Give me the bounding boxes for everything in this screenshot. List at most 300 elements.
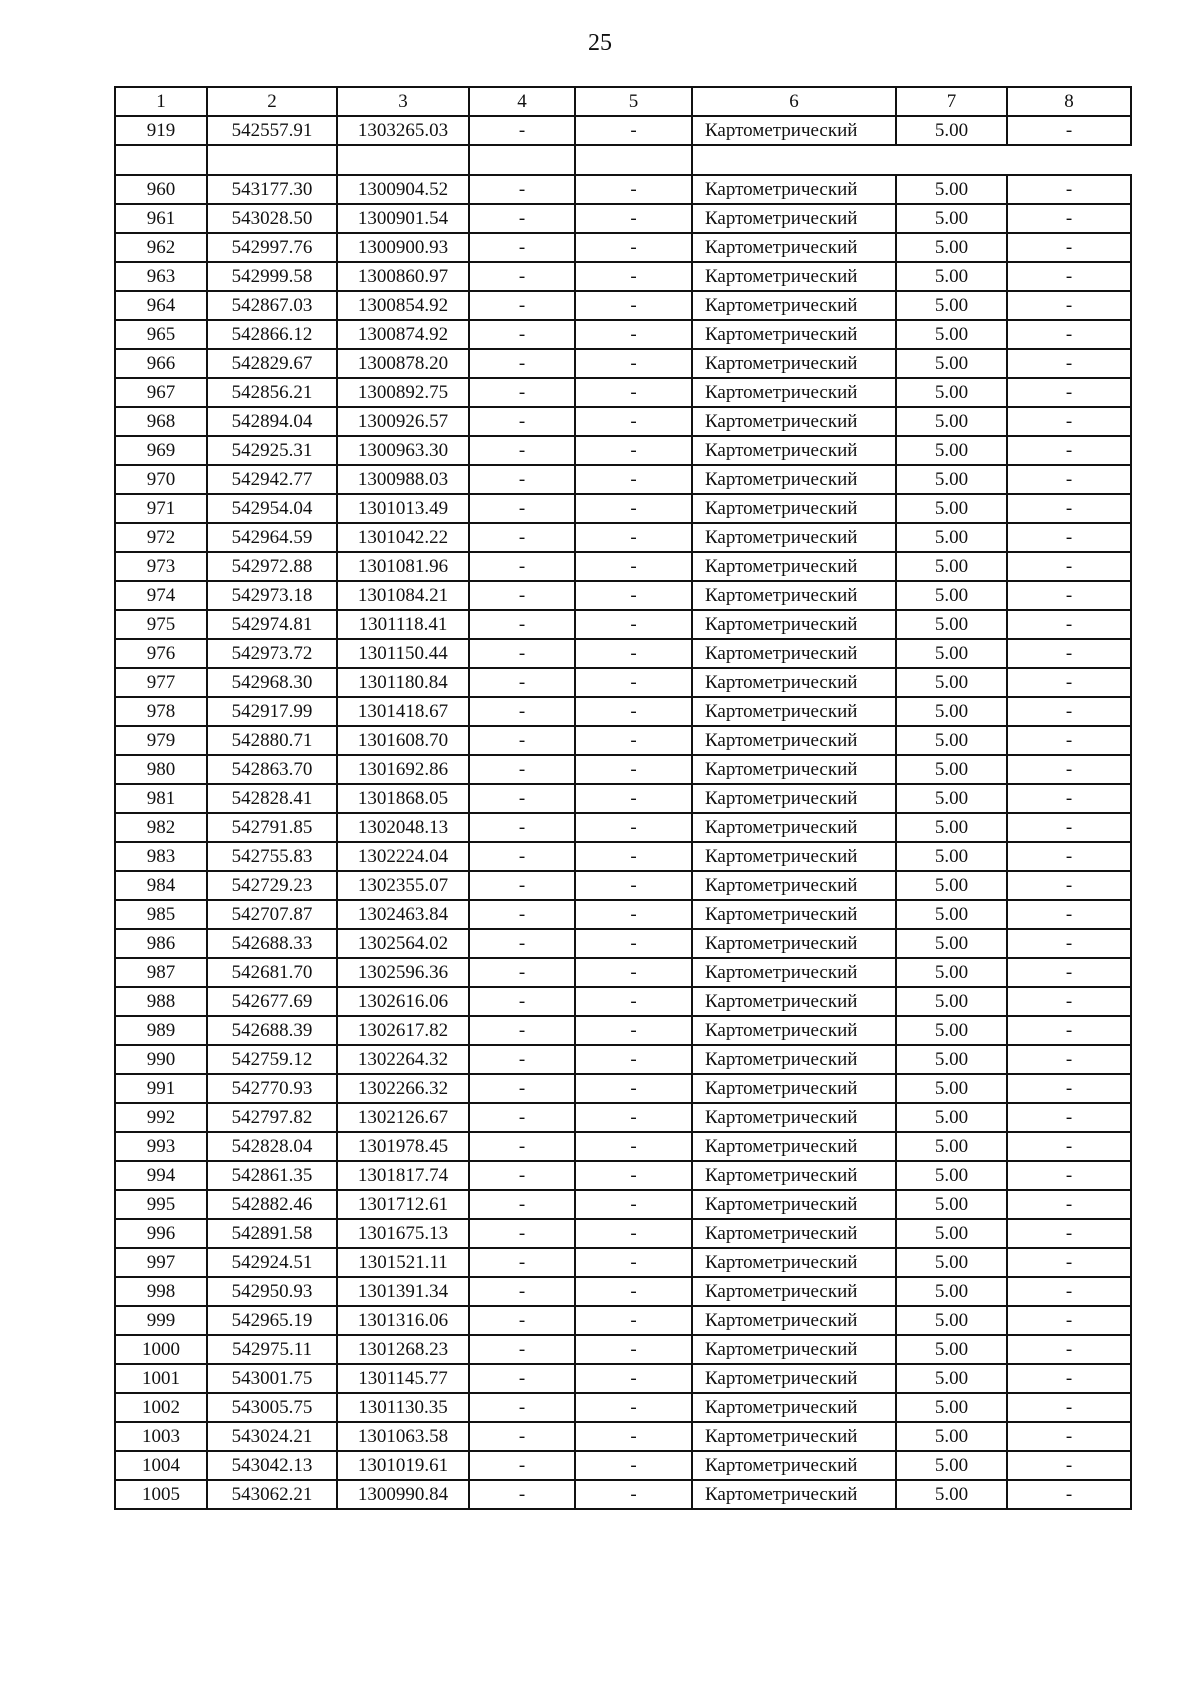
x-coordinate-cell: 542866.12	[207, 320, 337, 349]
col-8-cell: -	[1007, 1132, 1131, 1161]
col-5-cell: -	[575, 697, 692, 726]
col-8-cell: -	[1007, 639, 1131, 668]
y-coordinate-cell: 1302048.13	[337, 813, 469, 842]
col-8-cell: -	[1007, 523, 1131, 552]
method-cell: Картометрический	[692, 349, 896, 378]
col-8-cell: -	[1007, 784, 1131, 813]
x-coordinate-cell: 542975.11	[207, 1335, 337, 1364]
point-number-cell: 969	[115, 436, 207, 465]
x-coordinate-cell: 542828.41	[207, 784, 337, 813]
y-coordinate-cell: 1301692.86	[337, 755, 469, 784]
col-5-cell: -	[575, 1393, 692, 1422]
y-coordinate-cell: 1302617.82	[337, 1016, 469, 1045]
col-5-cell: -	[575, 1219, 692, 1248]
x-coordinate-cell: 542797.82	[207, 1103, 337, 1132]
y-coordinate-cell: 1302355.07	[337, 871, 469, 900]
col-4-cell: -	[469, 204, 575, 233]
accuracy-cell: 5.00	[896, 755, 1007, 784]
accuracy-cell: 5.00	[896, 697, 1007, 726]
col-4-cell: -	[469, 523, 575, 552]
method-cell: Картометрический	[692, 1248, 896, 1277]
col-8-cell: -	[1007, 1190, 1131, 1219]
col-5-cell: -	[575, 1364, 692, 1393]
accuracy-cell: 5.00	[896, 116, 1007, 145]
point-number-cell: 963	[115, 262, 207, 291]
accuracy-cell: 5.00	[896, 668, 1007, 697]
point-number-cell: 1003	[115, 1422, 207, 1451]
method-cell: Картометрический	[692, 494, 896, 523]
table-row	[115, 668, 1131, 697]
col-8-cell: -	[1007, 1393, 1131, 1422]
col-5-cell: -	[575, 1451, 692, 1480]
col-5-cell: -	[575, 755, 692, 784]
col-4-cell: -	[469, 378, 575, 407]
col-5-cell: -	[575, 552, 692, 581]
table-row	[115, 494, 1131, 523]
y-coordinate-cell: 1300926.57	[337, 407, 469, 436]
point-number-cell: 985	[115, 900, 207, 929]
col-5-cell: -	[575, 233, 692, 262]
accuracy-cell: 5.00	[896, 1451, 1007, 1480]
col-8-cell: -	[1007, 1074, 1131, 1103]
empty-cell	[207, 145, 337, 175]
point-number-cell: 964	[115, 291, 207, 320]
y-coordinate-cell: 1301675.13	[337, 1219, 469, 1248]
method-cell: Картометрический	[692, 610, 896, 639]
col-5-cell: -	[575, 842, 692, 871]
col-4-cell: -	[469, 987, 575, 1016]
x-coordinate-cell: 542863.70	[207, 755, 337, 784]
point-number-cell: 989	[115, 1016, 207, 1045]
table-row	[115, 871, 1131, 900]
method-cell: Картометрический	[692, 668, 896, 697]
table-row	[115, 610, 1131, 639]
y-coordinate-cell: 1301391.34	[337, 1277, 469, 1306]
accuracy-cell: 5.00	[896, 1103, 1007, 1132]
method-cell: Картометрический	[692, 204, 896, 233]
accuracy-cell: 5.00	[896, 1016, 1007, 1045]
y-coordinate-cell: 1302264.32	[337, 1045, 469, 1074]
col-8-cell: -	[1007, 465, 1131, 494]
col-4-cell: -	[469, 116, 575, 145]
y-coordinate-cell: 1301150.44	[337, 639, 469, 668]
col-8-cell: -	[1007, 1161, 1131, 1190]
y-coordinate-cell: 1301712.61	[337, 1190, 469, 1219]
x-coordinate-cell: 542954.04	[207, 494, 337, 523]
x-coordinate-cell: 542867.03	[207, 291, 337, 320]
col-4-cell: -	[469, 610, 575, 639]
accuracy-cell: 5.00	[896, 929, 1007, 958]
point-number-cell: 995	[115, 1190, 207, 1219]
method-cell: Картометрический	[692, 581, 896, 610]
y-coordinate-cell: 1302564.02	[337, 929, 469, 958]
col-4-cell: -	[469, 1016, 575, 1045]
table-row	[115, 639, 1131, 668]
header-cell-2: 2	[207, 87, 337, 116]
accuracy-cell: 5.00	[896, 639, 1007, 668]
method-cell: Картометрический	[692, 465, 896, 494]
method-cell: Картометрический	[692, 755, 896, 784]
point-number-cell: 994	[115, 1161, 207, 1190]
x-coordinate-cell: 542759.12	[207, 1045, 337, 1074]
col-8-cell: -	[1007, 407, 1131, 436]
col-8-cell: -	[1007, 1045, 1131, 1074]
y-coordinate-cell: 1302266.32	[337, 1074, 469, 1103]
point-number-cell: 961	[115, 204, 207, 233]
point-number-cell: 960	[115, 175, 207, 204]
table-row	[115, 1074, 1131, 1103]
y-coordinate-cell: 1300860.97	[337, 262, 469, 291]
col-8-cell: -	[1007, 349, 1131, 378]
empty-cell	[575, 145, 692, 175]
point-number-cell: 919	[115, 116, 207, 145]
table-gap-row	[115, 145, 1131, 175]
y-coordinate-cell: 1300878.20	[337, 349, 469, 378]
point-number-cell: 998	[115, 1277, 207, 1306]
col-8-cell: -	[1007, 1277, 1131, 1306]
point-number-cell: 979	[115, 726, 207, 755]
y-coordinate-cell: 1301130.35	[337, 1393, 469, 1422]
col-5-cell: -	[575, 958, 692, 987]
col-4-cell: -	[469, 1045, 575, 1074]
col-4-cell: -	[469, 842, 575, 871]
point-number-cell: 977	[115, 668, 207, 697]
point-number-cell: 980	[115, 755, 207, 784]
col-8-cell: -	[1007, 1364, 1131, 1393]
x-coordinate-cell: 542829.67	[207, 349, 337, 378]
method-cell: Картометрический	[692, 175, 896, 204]
col-4-cell: -	[469, 407, 575, 436]
x-coordinate-cell: 542968.30	[207, 668, 337, 697]
accuracy-cell: 5.00	[896, 175, 1007, 204]
table-row	[115, 958, 1131, 987]
table-row	[115, 1335, 1131, 1364]
accuracy-cell: 5.00	[896, 552, 1007, 581]
table-row	[115, 291, 1131, 320]
method-cell: Картометрический	[692, 726, 896, 755]
method-cell: Картометрический	[692, 842, 896, 871]
col-8-cell: -	[1007, 900, 1131, 929]
y-coordinate-cell: 1301316.06	[337, 1306, 469, 1335]
col-5-cell: -	[575, 1480, 692, 1509]
x-coordinate-cell: 542965.19	[207, 1306, 337, 1335]
accuracy-cell: 5.00	[896, 871, 1007, 900]
col-5-cell: -	[575, 523, 692, 552]
header-cell-5: 5	[575, 87, 692, 116]
y-coordinate-cell: 1300874.92	[337, 320, 469, 349]
col-5-cell: -	[575, 378, 692, 407]
accuracy-cell: 5.00	[896, 262, 1007, 291]
method-cell: Картометрический	[692, 871, 896, 900]
col-5-cell: -	[575, 784, 692, 813]
col-5-cell: -	[575, 494, 692, 523]
method-cell: Картометрический	[692, 1480, 896, 1509]
col-5-cell: -	[575, 1306, 692, 1335]
header-cell-1: 1	[115, 87, 207, 116]
col-5-cell: -	[575, 1190, 692, 1219]
col-8-cell: -	[1007, 262, 1131, 291]
col-8-cell: -	[1007, 1306, 1131, 1335]
y-coordinate-cell: 1300988.03	[337, 465, 469, 494]
header-cell-7: 7	[896, 87, 1007, 116]
accuracy-cell: 5.00	[896, 349, 1007, 378]
col-4-cell: -	[469, 581, 575, 610]
col-4-cell: -	[469, 871, 575, 900]
x-coordinate-cell: 543062.21	[207, 1480, 337, 1509]
col-8-cell: -	[1007, 610, 1131, 639]
col-5-cell: -	[575, 436, 692, 465]
col-8-cell: -	[1007, 1451, 1131, 1480]
col-4-cell: -	[469, 1161, 575, 1190]
accuracy-cell: 5.00	[896, 494, 1007, 523]
col-5-cell: -	[575, 987, 692, 1016]
x-coordinate-cell: 542973.72	[207, 639, 337, 668]
col-4-cell: -	[469, 1335, 575, 1364]
col-8-cell: -	[1007, 842, 1131, 871]
col-5-cell: -	[575, 668, 692, 697]
table-row	[115, 552, 1131, 581]
y-coordinate-cell: 1300892.75	[337, 378, 469, 407]
y-coordinate-cell: 1300990.84	[337, 1480, 469, 1509]
col-4-cell: -	[469, 1393, 575, 1422]
y-coordinate-cell: 1301608.70	[337, 726, 469, 755]
empty-cell	[692, 145, 1131, 175]
x-coordinate-cell: 542950.93	[207, 1277, 337, 1306]
accuracy-cell: 5.00	[896, 407, 1007, 436]
point-number-cell: 996	[115, 1219, 207, 1248]
table-row	[115, 1103, 1131, 1132]
point-number-cell: 982	[115, 813, 207, 842]
y-coordinate-cell: 1301268.23	[337, 1335, 469, 1364]
point-number-cell: 968	[115, 407, 207, 436]
col-5-cell: -	[575, 291, 692, 320]
y-coordinate-cell: 1300963.30	[337, 436, 469, 465]
accuracy-cell: 5.00	[896, 1161, 1007, 1190]
header-cell-4: 4	[469, 87, 575, 116]
col-5-cell: -	[575, 581, 692, 610]
accuracy-cell: 5.00	[896, 726, 1007, 755]
point-number-cell: 1004	[115, 1451, 207, 1480]
col-4-cell: -	[469, 494, 575, 523]
method-cell: Картометрический	[692, 1161, 896, 1190]
accuracy-cell: 5.00	[896, 378, 1007, 407]
col-5-cell: -	[575, 1016, 692, 1045]
table-row	[115, 436, 1131, 465]
x-coordinate-cell: 542677.69	[207, 987, 337, 1016]
y-coordinate-cell: 1302126.67	[337, 1103, 469, 1132]
col-4-cell: -	[469, 900, 575, 929]
col-8-cell: -	[1007, 233, 1131, 262]
accuracy-cell: 5.00	[896, 1306, 1007, 1335]
point-number-cell: 973	[115, 552, 207, 581]
table-row	[115, 1161, 1131, 1190]
col-4-cell: -	[469, 175, 575, 204]
col-5-cell: -	[575, 204, 692, 233]
y-coordinate-cell: 1300901.54	[337, 204, 469, 233]
col-4-cell: -	[469, 639, 575, 668]
y-coordinate-cell: 1301145.77	[337, 1364, 469, 1393]
point-number-cell: 991	[115, 1074, 207, 1103]
accuracy-cell: 5.00	[896, 1480, 1007, 1509]
accuracy-cell: 5.00	[896, 581, 1007, 610]
table-row	[115, 929, 1131, 958]
table-row	[115, 1190, 1131, 1219]
col-4-cell: -	[469, 726, 575, 755]
y-coordinate-cell: 1301019.61	[337, 1451, 469, 1480]
x-coordinate-cell: 542880.71	[207, 726, 337, 755]
accuracy-cell: 5.00	[896, 1219, 1007, 1248]
method-cell: Картометрический	[692, 1016, 896, 1045]
method-cell: Картометрический	[692, 1190, 896, 1219]
point-number-cell: 999	[115, 1306, 207, 1335]
col-8-cell: -	[1007, 958, 1131, 987]
accuracy-cell: 5.00	[896, 204, 1007, 233]
x-coordinate-cell: 543024.21	[207, 1422, 337, 1451]
accuracy-cell: 5.00	[896, 1335, 1007, 1364]
method-cell: Картометрический	[692, 697, 896, 726]
empty-cell	[337, 145, 469, 175]
col-4-cell: -	[469, 1248, 575, 1277]
col-5-cell: -	[575, 871, 692, 900]
method-cell: Картометрический	[692, 262, 896, 291]
x-coordinate-cell: 543028.50	[207, 204, 337, 233]
col-8-cell: -	[1007, 1480, 1131, 1509]
col-8-cell: -	[1007, 320, 1131, 349]
table-row	[115, 1277, 1131, 1306]
col-8-cell: -	[1007, 378, 1131, 407]
accuracy-cell: 5.00	[896, 320, 1007, 349]
table-row	[115, 755, 1131, 784]
point-number-cell: 967	[115, 378, 207, 407]
point-number-cell: 990	[115, 1045, 207, 1074]
x-coordinate-cell: 542856.21	[207, 378, 337, 407]
point-number-cell: 986	[115, 929, 207, 958]
point-number-cell: 1005	[115, 1480, 207, 1509]
x-coordinate-cell: 542557.91	[207, 116, 337, 145]
point-number-cell: 978	[115, 697, 207, 726]
y-coordinate-cell: 1301817.74	[337, 1161, 469, 1190]
col-5-cell: -	[575, 1422, 692, 1451]
col-5-cell: -	[575, 1277, 692, 1306]
table-row	[115, 1364, 1131, 1393]
table-row	[115, 1422, 1131, 1451]
point-number-cell: 981	[115, 784, 207, 813]
method-cell: Картометрический	[692, 900, 896, 929]
col-8-cell: -	[1007, 1248, 1131, 1277]
col-5-cell: -	[575, 116, 692, 145]
method-cell: Картометрический	[692, 1393, 896, 1422]
table-row	[115, 116, 1131, 145]
y-coordinate-cell: 1300904.52	[337, 175, 469, 204]
method-cell: Картометрический	[692, 784, 896, 813]
point-number-cell: 992	[115, 1103, 207, 1132]
y-coordinate-cell: 1301418.67	[337, 697, 469, 726]
x-coordinate-cell: 542974.81	[207, 610, 337, 639]
accuracy-cell: 5.00	[896, 436, 1007, 465]
y-coordinate-cell: 1301063.58	[337, 1422, 469, 1451]
x-coordinate-cell: 542791.85	[207, 813, 337, 842]
x-coordinate-cell: 542925.31	[207, 436, 337, 465]
accuracy-cell: 5.00	[896, 1045, 1007, 1074]
method-cell: Картометрический	[692, 929, 896, 958]
x-coordinate-cell: 543001.75	[207, 1364, 337, 1393]
table-row	[115, 320, 1131, 349]
col-5-cell: -	[575, 1045, 692, 1074]
x-coordinate-cell: 542997.76	[207, 233, 337, 262]
empty-cell	[115, 145, 207, 175]
y-coordinate-cell: 1300900.93	[337, 233, 469, 262]
col-5-cell: -	[575, 1103, 692, 1132]
col-5-cell: -	[575, 929, 692, 958]
col-4-cell: -	[469, 813, 575, 842]
table-row	[115, 1306, 1131, 1335]
header-cell-6: 6	[692, 87, 896, 116]
method-cell: Картометрический	[692, 233, 896, 262]
col-5-cell: -	[575, 813, 692, 842]
header-row	[115, 87, 1131, 116]
x-coordinate-cell: 542729.23	[207, 871, 337, 900]
col-4-cell: -	[469, 1132, 575, 1161]
y-coordinate-cell: 1302463.84	[337, 900, 469, 929]
col-8-cell: -	[1007, 494, 1131, 523]
x-coordinate-cell: 542828.04	[207, 1132, 337, 1161]
col-8-cell: -	[1007, 697, 1131, 726]
col-4-cell: -	[469, 1074, 575, 1103]
col-4-cell: -	[469, 1219, 575, 1248]
col-4-cell: -	[469, 291, 575, 320]
x-coordinate-cell: 542942.77	[207, 465, 337, 494]
col-5-cell: -	[575, 1335, 692, 1364]
table-row	[115, 1016, 1131, 1045]
point-number-cell: 970	[115, 465, 207, 494]
col-8-cell: -	[1007, 552, 1131, 581]
col-4-cell: -	[469, 755, 575, 784]
table-header	[115, 87, 1131, 116]
method-cell: Картометрический	[692, 1335, 896, 1364]
y-coordinate-cell: 1301118.41	[337, 610, 469, 639]
x-coordinate-cell: 542924.51	[207, 1248, 337, 1277]
y-coordinate-cell: 1302596.36	[337, 958, 469, 987]
col-4-cell: -	[469, 552, 575, 581]
x-coordinate-cell: 542681.70	[207, 958, 337, 987]
table-row	[115, 1393, 1131, 1422]
table-row	[115, 262, 1131, 291]
x-coordinate-cell: 542882.46	[207, 1190, 337, 1219]
y-coordinate-cell: 1301521.11	[337, 1248, 469, 1277]
x-coordinate-cell: 542755.83	[207, 842, 337, 871]
col-5-cell: -	[575, 610, 692, 639]
method-cell: Картометрический	[692, 1074, 896, 1103]
col-5-cell: -	[575, 1074, 692, 1103]
accuracy-cell: 5.00	[896, 842, 1007, 871]
x-coordinate-cell: 542917.99	[207, 697, 337, 726]
point-number-cell: 962	[115, 233, 207, 262]
accuracy-cell: 5.00	[896, 784, 1007, 813]
col-4-cell: -	[469, 320, 575, 349]
col-4-cell: -	[469, 668, 575, 697]
table-body	[115, 116, 1131, 1509]
point-number-cell: 974	[115, 581, 207, 610]
accuracy-cell: 5.00	[896, 958, 1007, 987]
y-coordinate-cell: 1302616.06	[337, 987, 469, 1016]
accuracy-cell: 5.00	[896, 291, 1007, 320]
accuracy-cell: 5.00	[896, 1248, 1007, 1277]
x-coordinate-cell: 542891.58	[207, 1219, 337, 1248]
method-cell: Картометрический	[692, 958, 896, 987]
method-cell: Картометрический	[692, 378, 896, 407]
point-number-cell: 984	[115, 871, 207, 900]
y-coordinate-cell: 1301013.49	[337, 494, 469, 523]
